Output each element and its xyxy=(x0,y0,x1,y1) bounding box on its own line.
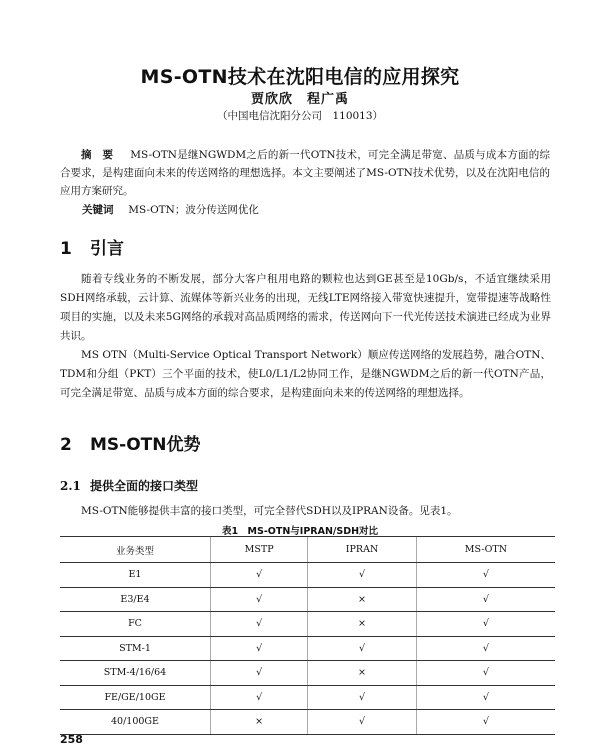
section-heading-1 xyxy=(60,234,124,259)
table-cell: √ xyxy=(211,636,308,661)
table-cell: √ xyxy=(416,563,555,588)
table-row xyxy=(60,685,555,710)
table-cell: STM-4/16/64 xyxy=(60,661,211,686)
table-cell: √ xyxy=(416,587,555,612)
table-row xyxy=(60,636,555,661)
table-row xyxy=(60,612,555,637)
column-header: MSTP xyxy=(211,537,308,563)
paragraph: MS-OTN能够提供丰富的接口类型，可完全替代SDH以及IPRAN设备。见表1。 xyxy=(81,505,458,517)
comparison-table xyxy=(60,536,555,735)
table-row xyxy=(60,710,555,735)
abstract-label: 摘 要 xyxy=(81,149,114,161)
table-cell: FC xyxy=(60,612,211,637)
table-cell: √ xyxy=(416,612,555,637)
table-cell: × xyxy=(308,587,417,612)
table-cell: √ xyxy=(416,661,555,686)
table-cell: √ xyxy=(308,563,417,588)
table-cell: FE/GE/10GE xyxy=(60,685,211,710)
table-cell: E3/E4 xyxy=(60,587,211,612)
table-caption: 表1 MS-OTN与IPRAN/SDH对比 xyxy=(221,526,379,537)
table-cell: √ xyxy=(211,612,308,637)
table-cell: √ xyxy=(416,636,555,661)
abstract-text: MS-OTN是继NGWDM之后的新一代OTN技术，可完全满足带宽、品质与成本方面的综合要求，是构建面向未来的传送网络的理想选择。本文主要阐述了MS-OTN技术优势，以及在沈阳电信的应用方案研究。 xyxy=(60,149,550,197)
table-row xyxy=(60,661,555,686)
table-row xyxy=(60,563,555,588)
page-number: 258 xyxy=(60,733,83,746)
table-cell: E1 xyxy=(60,563,211,588)
paragraph: MS OTN（Multi-Service Optical Transport Network）顺应传送网络的发展趋势，融合OTN、TDM和分组（PKT）三个平面的技术，使L0/L1/L2协同工作，是继NGWDM之后的新一代OTN产品，可完全满足带宽、品质与成本方面的综合要求，是构建面向未来的传送网络的理想选择。 xyxy=(60,349,551,399)
table-cell: √ xyxy=(308,636,417,661)
table-row xyxy=(60,587,555,612)
subsection-number: 2.1 xyxy=(60,479,81,493)
column-header: MS-OTN xyxy=(416,537,555,563)
paragraph: 随着专线业务的不断发展，部分大客户租用电路的颗粒也达到GE甚至是10Gb/s，不适宜继续采用SDH网络承载，云计算、流媒体等新兴业务的出现，无线LTE网络接入带宽快速提升，宽带提速等战略性项目的实施，以及未来5G网络的承载对高品质网络的需求，传送网向下一代光传送技术演进已经成为业界共识。 xyxy=(60,273,551,342)
subsection-heading-2-1 xyxy=(60,477,198,494)
author-names: 贾欣欣 程广禹 xyxy=(250,92,349,107)
keywords xyxy=(82,202,552,217)
section-number: 2 xyxy=(60,435,72,455)
section-title: 引言 xyxy=(90,239,124,259)
section-number: 1 xyxy=(60,239,72,259)
subsection-title: 提供全面的接口类型 xyxy=(90,479,199,493)
table-cell: × xyxy=(308,661,417,686)
section-title: MS-OTN优势 xyxy=(90,435,201,455)
keywords-text: MS-OTN；波分传送网优化 xyxy=(128,204,259,216)
table-cell: √ xyxy=(416,710,555,735)
section-heading-2 xyxy=(60,430,201,455)
paper-title: MS-OTN技术在沈阳电信的应用探究 xyxy=(140,66,460,88)
table-cell: √ xyxy=(308,710,417,735)
affiliation: （中国电信沈阳分公司 110013） xyxy=(216,110,384,122)
table-header-row xyxy=(60,537,555,563)
column-header: 业务类型 xyxy=(60,537,211,563)
table-cell: √ xyxy=(211,587,308,612)
table-cell: √ xyxy=(211,563,308,588)
table-cell: × xyxy=(308,612,417,637)
table-cell: √ xyxy=(308,685,417,710)
table-cell: 40/100GE xyxy=(60,710,211,735)
column-header: IPRAN xyxy=(308,537,417,563)
table-cell: √ xyxy=(211,661,308,686)
keywords-label: 关键词 xyxy=(82,204,114,216)
abstract xyxy=(60,146,550,200)
table-cell: √ xyxy=(416,685,555,710)
table-cell: √ xyxy=(211,685,308,710)
table-cell: STM-1 xyxy=(60,636,211,661)
table-cell: × xyxy=(211,710,308,735)
